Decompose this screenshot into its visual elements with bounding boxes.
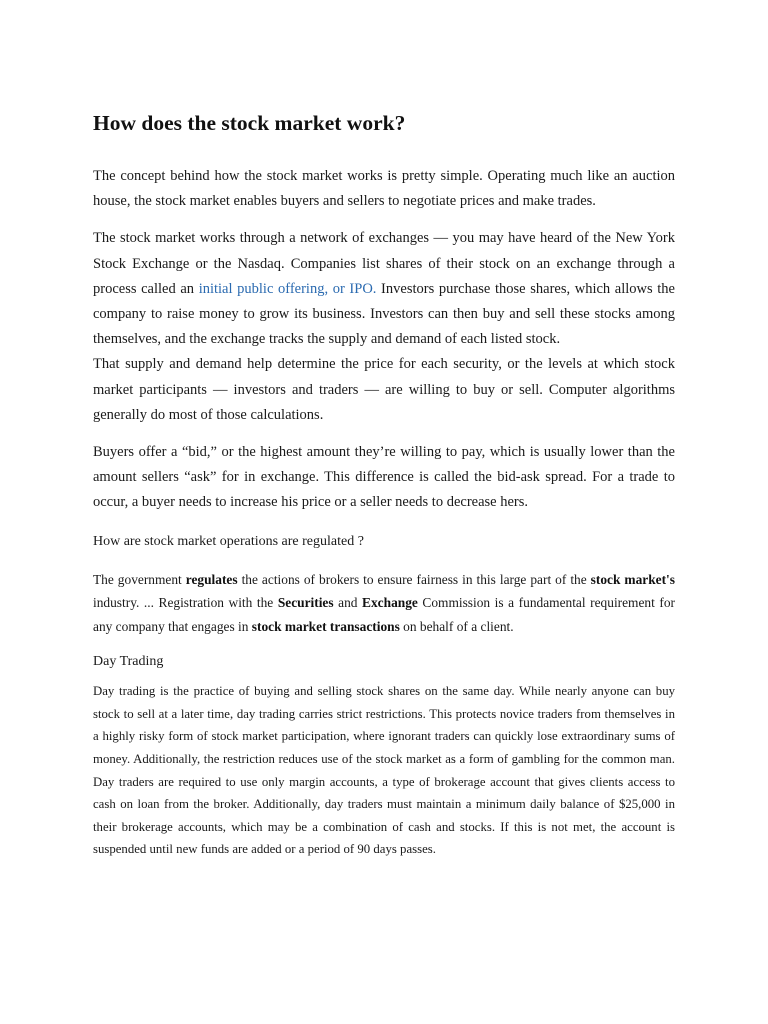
section-heading-regulation: How are stock market operations are regulated ?	[93, 533, 364, 549]
regulation-text-1: The government	[93, 571, 186, 587]
paragraph-regulation	[93, 568, 675, 639]
paragraph-bid-ask: Buyers offer a “bid,” or the highest amount they’re willing to pay, which is usually lower than the amount sellers “ask” for in exchange. This difference is called the bid-ask spread. For a trade to occur, a buyer needs to increase his price or a seller needs to decrease hers.	[93, 444, 675, 511]
document-body	[93, 108, 675, 861]
regulation-text-2: the actions of brokers to ensure fairness in this large part of the	[237, 571, 591, 587]
paragraph-intro: The concept behind how the stock market works is pretty simple. Operating much like an auction house, the stock market enables buyers and sellers to negotiate prices and make trades.	[93, 168, 675, 210]
paragraph-supply-demand: That supply and demand help determine the price for each security, or the levels at which stock market participants — investors and traders — are willing to buy or sell. Computer algorithms generally do most of those calculations.	[93, 356, 675, 423]
regulation-text-5: Commission is a fundamental requirement for any company that engages in	[93, 595, 676, 634]
paragraph-exchanges-text-2: Investors purchase those shares, which allows the company to raise money to grow its business. Investors can then buy and sell these stocks among themselves, and the exchange tracks the supply and demand of each listed stock.	[93, 280, 675, 348]
paragraph-exchanges	[93, 226, 675, 352]
regulation-text-6: on behalf of a client.	[399, 618, 514, 634]
regulation-text-4: and	[333, 595, 363, 611]
regulation-bold-3: Securities	[277, 595, 334, 611]
section-heading-day-trading: Day Trading	[93, 654, 164, 670]
regulation-bold-1: regulates	[185, 571, 238, 587]
page-title: How does the stock market work?	[93, 111, 406, 135]
ipo-link[interactable]: initial public offering, or IPO.	[198, 280, 377, 297]
paragraph-exchanges-text-1: The stock market works through a network of exchanges — you may have heard of the New York Stock Exchange or the Nasdaq. Companies list shares of their stock on an exchange through a process called an	[93, 230, 675, 297]
regulation-text-3: industry. ... Registration with the	[93, 595, 278, 611]
regulation-bold-5: stock market transactions	[251, 618, 400, 634]
regulation-bold-2: stock market's	[590, 571, 675, 587]
regulation-bold-4: Exchange	[362, 595, 418, 611]
paragraph-day-trading: Day trading is the practice of buying and selling stock shares on the same day. While nearly anyone can buy stock to sell at a later time, day trading carries strict restrictions. This protects novice traders from themselves in a highly risky form of stock market participation, where ignorant traders can quickly lose extraordinary sums of money. Additionally, the restriction reduces use of the stock market as a form of gambling for the common man. Day traders are required to use only margin accounts, a type of brokerage account that gives clients access to cash on loan from the broker. Additionally, day traders must maintain a minimum daily balance of $25,000 in their brokerage accounts, which may be a combination of cash and stocks. If this is not met, the account is suspended until new funds are added or a period of 90 days passes.	[93, 684, 675, 857]
